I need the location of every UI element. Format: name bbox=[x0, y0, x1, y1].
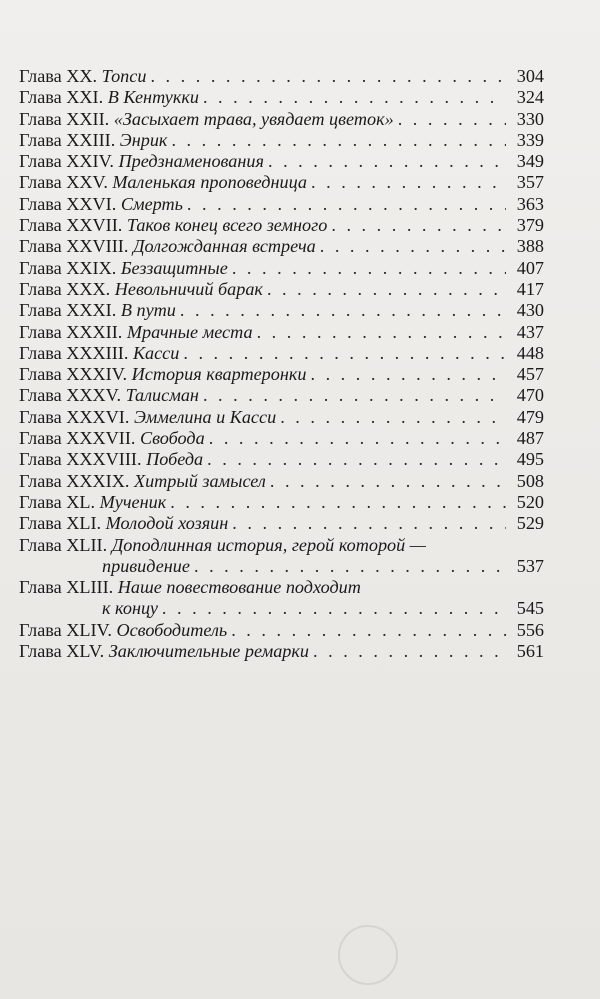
toc-entry-label bbox=[19, 407, 276, 428]
chapter-number: Глава XLII. bbox=[19, 534, 108, 555]
chapter-title: Касси bbox=[132, 342, 180, 363]
leader-dots bbox=[257, 322, 506, 343]
toc-entry bbox=[19, 492, 544, 513]
leader-dots bbox=[180, 300, 506, 321]
chapter-number: Глава XXIV. bbox=[19, 151, 114, 172]
leader-dots bbox=[320, 236, 506, 257]
toc-entry-continuation bbox=[19, 556, 544, 577]
chapter-number: Глава XXV. bbox=[19, 172, 108, 193]
toc-entry bbox=[19, 620, 544, 641]
toc-entry bbox=[19, 258, 544, 279]
chapter-title-continued: к концу bbox=[102, 598, 158, 619]
chapter-title: Таков конец всего земного bbox=[126, 215, 328, 236]
chapter-title: Смерть bbox=[120, 193, 183, 214]
leader-dots bbox=[162, 598, 506, 619]
leader-dots bbox=[207, 449, 506, 470]
page-number: 520 bbox=[516, 491, 544, 512]
chapter-title: Эммелина и Касси bbox=[133, 406, 277, 427]
leader-dots bbox=[311, 172, 506, 193]
toc-entry bbox=[19, 364, 544, 385]
leader-dots bbox=[203, 385, 506, 406]
chapter-number: Глава XXXVII. bbox=[19, 428, 136, 449]
toc-entry-label bbox=[19, 109, 394, 130]
toc-entry-label bbox=[19, 322, 253, 343]
toc-entry-label bbox=[19, 428, 205, 449]
toc-entry-label bbox=[19, 620, 227, 641]
table-of-contents bbox=[19, 66, 544, 662]
toc-entry-label bbox=[19, 194, 183, 215]
page-number: 388 bbox=[516, 236, 544, 257]
chapter-title: Освободитель bbox=[116, 619, 228, 640]
page-number: 487 bbox=[516, 428, 544, 449]
chapter-number: Глава XLIII. bbox=[19, 577, 114, 598]
toc-entry bbox=[19, 513, 544, 534]
chapter-number: Глава XXXV. bbox=[19, 385, 122, 406]
chapter-title: Доподлинная история, герой которой — bbox=[111, 534, 426, 555]
toc-entry bbox=[19, 151, 544, 172]
toc-entry bbox=[19, 66, 544, 87]
leader-dots bbox=[280, 407, 506, 428]
chapter-title: Мрачные места bbox=[126, 321, 253, 342]
page-number: 448 bbox=[516, 342, 544, 363]
toc-entry bbox=[19, 322, 544, 343]
leader-dots bbox=[194, 556, 506, 577]
toc-entry-label bbox=[19, 364, 306, 385]
toc-entry-label bbox=[19, 151, 264, 172]
page-number: 430 bbox=[516, 300, 544, 321]
leader-dots bbox=[313, 641, 506, 662]
chapter-title: «Засыхает трава, увядает цветок» bbox=[113, 108, 394, 129]
chapter-number: Глава XXXVIII. bbox=[19, 449, 142, 470]
toc-entry-label bbox=[19, 641, 309, 662]
toc-entry-label bbox=[19, 471, 266, 492]
toc-entry bbox=[19, 172, 544, 193]
leader-dots bbox=[398, 109, 506, 130]
toc-entry-label bbox=[19, 535, 426, 556]
toc-entry-continuation bbox=[19, 598, 544, 619]
chapter-number: Глава XXVI. bbox=[19, 193, 117, 214]
page-number: 508 bbox=[516, 470, 544, 491]
leader-dots bbox=[331, 215, 506, 236]
toc-entry bbox=[19, 300, 544, 321]
leader-dots bbox=[310, 364, 506, 385]
toc-entry bbox=[19, 109, 544, 130]
toc-entry bbox=[19, 535, 544, 556]
chapter-number: Глава XXXIII. bbox=[19, 342, 129, 363]
toc-entry bbox=[19, 236, 544, 257]
chapter-number: Глава XXI. bbox=[19, 87, 104, 108]
chapter-title: Победа bbox=[146, 449, 204, 470]
page-number: 324 bbox=[516, 87, 544, 108]
chapter-number: Глава XLIV. bbox=[19, 619, 112, 640]
chapter-title: Беззащитные bbox=[120, 257, 228, 278]
chapter-title: Предзнаменования bbox=[118, 151, 264, 172]
leader-dots bbox=[187, 194, 506, 215]
page-number: 357 bbox=[516, 172, 544, 193]
chapter-title: Маленькая проповедница bbox=[112, 172, 308, 193]
chapter-number: Глава XXIII. bbox=[19, 129, 116, 150]
chapter-number: Глава XXXII. bbox=[19, 321, 123, 342]
chapter-number: Глава XXXVI. bbox=[19, 406, 130, 427]
age-rating-stamp-icon bbox=[338, 925, 398, 985]
chapter-number: Глава XXIX. bbox=[19, 257, 117, 278]
chapter-number: Глава XXVIII. bbox=[19, 236, 129, 257]
chapter-number: Глава XLV. bbox=[19, 641, 105, 662]
page-number: 304 bbox=[516, 66, 544, 86]
toc-entry bbox=[19, 641, 544, 662]
chapter-title: Молодой хозяин bbox=[105, 513, 229, 534]
leader-dots bbox=[203, 87, 506, 108]
chapter-title: История квартеронки bbox=[131, 364, 307, 385]
leader-dots bbox=[270, 471, 506, 492]
page-number: 339 bbox=[516, 129, 544, 150]
toc-entry-label bbox=[19, 172, 307, 193]
chapter-number: Глава XX. bbox=[19, 66, 98, 86]
leader-dots bbox=[267, 279, 506, 300]
toc-entry-label bbox=[19, 66, 146, 87]
chapter-title: Хитрый замысел bbox=[133, 470, 266, 491]
leader-dots bbox=[171, 130, 506, 151]
chapter-title: Невольничий барак bbox=[114, 278, 263, 299]
toc-entry-label bbox=[19, 513, 228, 534]
toc-entry-label bbox=[19, 87, 199, 108]
toc-entry-label bbox=[19, 577, 361, 598]
chapter-number: Глава XXXIV. bbox=[19, 364, 128, 385]
page-number: 330 bbox=[516, 108, 544, 129]
page-number: 417 bbox=[516, 278, 544, 299]
toc-entry-label bbox=[19, 130, 167, 151]
chapter-number: Глава XXXIX. bbox=[19, 470, 130, 491]
toc-entry-label bbox=[19, 236, 316, 257]
page-number: 495 bbox=[516, 449, 544, 470]
toc-entry bbox=[19, 385, 544, 406]
page-number: 545 bbox=[516, 598, 544, 619]
toc-entry bbox=[19, 407, 544, 428]
chapter-title: Наше повествование подходит bbox=[117, 577, 361, 598]
toc-entry bbox=[19, 471, 544, 492]
toc-entry bbox=[19, 449, 544, 470]
chapter-title: Свобода bbox=[140, 428, 205, 449]
chapter-title: В Кентукки bbox=[107, 87, 199, 108]
toc-entry-label bbox=[19, 492, 166, 513]
chapter-title-continued: привидение bbox=[102, 555, 190, 576]
leader-dots bbox=[170, 492, 506, 513]
leader-dots bbox=[232, 513, 506, 534]
toc-entry-label bbox=[19, 385, 199, 406]
toc-entry bbox=[19, 343, 544, 364]
toc-entry-label bbox=[19, 449, 203, 470]
toc-entry bbox=[19, 194, 544, 215]
page-number: 457 bbox=[516, 364, 544, 385]
chapter-title: Талисман bbox=[125, 385, 199, 406]
toc-entry bbox=[19, 428, 544, 449]
page-number: 407 bbox=[516, 257, 544, 278]
chapter-number: Глава XXVII. bbox=[19, 215, 123, 236]
chapter-number: Глава XXX. bbox=[19, 278, 111, 299]
page-number: 529 bbox=[516, 513, 544, 534]
leader-dots bbox=[232, 258, 506, 279]
toc-entry bbox=[19, 215, 544, 236]
toc-entry-label bbox=[19, 279, 263, 300]
leader-dots bbox=[209, 428, 506, 449]
chapter-title: В пути bbox=[120, 300, 176, 321]
page-number: 437 bbox=[516, 321, 544, 342]
leader-dots bbox=[268, 151, 506, 172]
toc-entry bbox=[19, 279, 544, 300]
leader-dots bbox=[183, 343, 506, 364]
page-number: 537 bbox=[516, 555, 544, 576]
chapter-title: Заключительные ремарки bbox=[108, 641, 310, 662]
chapter-number: Глава XXII. bbox=[19, 108, 110, 129]
toc-entry-label bbox=[19, 258, 228, 279]
page-number: 561 bbox=[516, 641, 544, 662]
chapter-number: Глава XL. bbox=[19, 491, 96, 512]
toc-entry bbox=[19, 130, 544, 151]
chapter-title: Долгожданная встреча bbox=[132, 236, 316, 257]
page-number: 470 bbox=[516, 385, 544, 406]
chapter-number: Глава XLI. bbox=[19, 513, 102, 534]
page-number: 349 bbox=[516, 151, 544, 172]
chapter-title: Мученик bbox=[99, 491, 167, 512]
toc-entry bbox=[19, 87, 544, 108]
page-number: 379 bbox=[516, 215, 544, 236]
toc-entry bbox=[19, 577, 544, 598]
page-number: 479 bbox=[516, 406, 544, 427]
page-number: 363 bbox=[516, 193, 544, 214]
chapter-number: Глава XXXI. bbox=[19, 300, 117, 321]
chapter-title: Топси bbox=[101, 66, 147, 86]
leader-dots bbox=[231, 620, 506, 641]
toc-entry-label bbox=[19, 300, 176, 321]
leader-dots bbox=[150, 66, 506, 87]
toc-entry-label bbox=[19, 343, 179, 364]
toc-entry-label bbox=[19, 215, 327, 236]
chapter-title: Энрик bbox=[119, 129, 168, 150]
page-number: 556 bbox=[516, 619, 544, 640]
